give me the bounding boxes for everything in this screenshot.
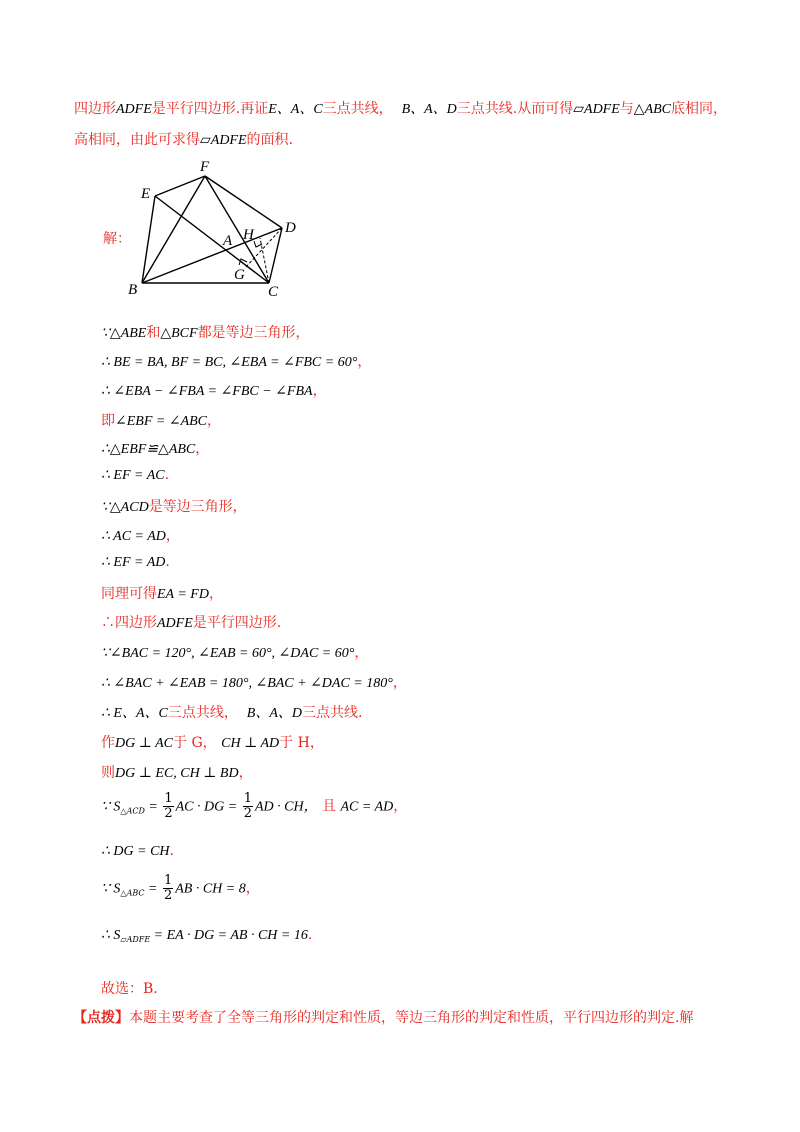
right-angle-G: [239, 259, 247, 265]
point-label-D: D: [285, 220, 296, 236]
step-text: 同理可得: [101, 586, 157, 602]
point-label-C: C: [268, 284, 279, 300]
step-math: ∴ DG = CH: [101, 844, 170, 859]
step-subscript: △ABC: [120, 888, 145, 898]
step-12: [101, 642, 368, 662]
step-5: [101, 438, 209, 458]
step-text: 三点共线.: [301, 705, 363, 721]
intro-math: B、A、D: [401, 102, 457, 117]
step-punct: ，: [207, 413, 222, 429]
step-text: 和: [146, 325, 161, 341]
step-punct: ，: [312, 383, 327, 399]
step-punct: ，: [354, 645, 369, 661]
step-math: AC = AD: [340, 799, 394, 815]
fraction-numerator: 1: [163, 873, 173, 888]
step-18: [101, 843, 174, 860]
intro-text: 三点共线.从而可得: [456, 101, 574, 117]
step-text: 于 G，: [173, 735, 217, 751]
step-6: [101, 467, 169, 484]
step-text: 于 H，: [279, 735, 324, 751]
step-math: AC · DG =: [175, 799, 241, 815]
fraction: [243, 792, 253, 821]
step-punct: .: [165, 554, 170, 570]
answer-line: 故选：B.: [101, 981, 158, 997]
intro-text: 是平行四边形.再证: [151, 101, 269, 117]
step-math: ∵ S: [101, 799, 121, 815]
step-19: [101, 874, 260, 903]
intro-math: ▱ADFE: [200, 133, 247, 148]
step-13: [101, 672, 407, 692]
step-math: AB · CH = 8: [175, 881, 246, 897]
step-punct: ，: [238, 765, 253, 781]
step-punct: .: [164, 467, 170, 483]
step-math: B、A、D: [246, 706, 302, 721]
step-math: DG ⊥ AC: [115, 736, 174, 751]
step-14: [101, 702, 362, 722]
step-text: ∴四边形: [101, 615, 157, 631]
intro-text: 底相同，: [671, 101, 728, 117]
step-math: ∴ AC = AD: [101, 529, 166, 544]
step-punct: ，: [392, 675, 407, 691]
step-7: [101, 496, 247, 516]
step-math: ∴ ∠EBA − ∠FBA = ∠FBC − ∠FBA: [101, 384, 313, 399]
step-punct: ，: [195, 441, 210, 457]
step-math: EA = FD: [157, 587, 209, 602]
fraction-numerator: 1: [243, 791, 252, 806]
step-math: AD · CH，: [254, 799, 318, 815]
step-text: 即: [101, 413, 115, 429]
segment-FD: [205, 176, 282, 228]
step-11: [101, 612, 281, 632]
step-subscript: △ACD: [120, 806, 145, 816]
intro-text: 四边形: [74, 101, 116, 117]
step-math: ∴ EF = AD: [101, 555, 166, 570]
intro-math: ▱ADFE: [573, 102, 620, 117]
point-label-A: A: [223, 233, 233, 249]
segment-DC: [269, 228, 282, 283]
intro-line-1: [74, 98, 727, 118]
step-math: ∵∠BAC = 120°, ∠EAB = 60°, ∠DAC = 60°: [101, 646, 355, 661]
fraction: [163, 792, 173, 821]
step-math: ∴△EBF≌△ABC: [101, 442, 196, 457]
intro-math: E、A、C: [268, 102, 323, 117]
step-17: [101, 792, 407, 821]
step-math: △BCF: [160, 326, 198, 341]
step-10: [101, 583, 223, 603]
step-punct: ，: [393, 798, 408, 815]
segment-BF: [142, 176, 205, 283]
step-1: [101, 322, 310, 342]
tip-text: 本题主要考查了全等三角形的判定和性质，等边三角形的判定和性质，平行四边形的判定.解: [129, 1010, 694, 1026]
intro-text: 与: [619, 101, 634, 117]
point-label-F: F: [200, 159, 210, 175]
step-text: 则: [101, 765, 115, 781]
step-text: 作: [101, 735, 115, 751]
fraction-denominator: 2: [163, 888, 173, 903]
intro-line-2: [74, 129, 293, 149]
step-math: ∴ E、A、C: [101, 706, 168, 721]
step-math: CH ⊥ AD: [221, 736, 280, 751]
fraction-numerator: 1: [164, 791, 173, 806]
point-label-H: H: [243, 227, 254, 243]
step-punct: ，: [165, 528, 180, 544]
step-math: =: [144, 799, 162, 815]
tip-tag: 【点拨】: [73, 1010, 129, 1026]
intro-text: 三点共线，: [322, 101, 393, 117]
step-20: [101, 927, 312, 944]
step-8: [101, 525, 180, 545]
segment-BD: [142, 228, 282, 283]
step-math: ADFE: [157, 616, 193, 631]
intro-math: △ABC: [633, 102, 672, 117]
step-math: = EA · DG = AB · CH = 16: [150, 928, 308, 943]
step-4: [101, 410, 221, 430]
point-label-B: B: [128, 282, 138, 298]
step-math: ∴ BE = BA, BF = BC, ∠EBA = ∠FBC = 60°: [101, 355, 358, 370]
step-punct: ，: [208, 586, 223, 602]
step-16: [101, 762, 253, 782]
segment-EF: [155, 176, 205, 196]
step-punct: ，: [245, 880, 260, 897]
step-math: ∴ ∠BAC + ∠EAB = 180°, ∠BAC + ∠DAC = 180°: [101, 676, 393, 691]
step-math: ∴ EF = AC: [101, 468, 165, 483]
intro-text: 的面积.: [246, 132, 293, 148]
tip-line: [73, 1007, 693, 1027]
step-punct: ，: [357, 354, 372, 370]
step-text: 是平行四边形.: [192, 615, 282, 631]
step-math: DG ⊥ EC, CH ⊥ BD: [115, 766, 239, 781]
step-2: [101, 351, 371, 371]
step-math: =: [144, 881, 161, 897]
fraction: [163, 874, 173, 903]
fraction-denominator: 2: [164, 806, 173, 821]
step-math: ∴ S: [101, 928, 121, 943]
step-text: 是等边三角形，: [148, 499, 247, 515]
step-punct: .: [307, 927, 313, 943]
solve-label: 解：: [103, 231, 131, 247]
step-punct: .: [169, 843, 174, 859]
step-text: 且: [322, 798, 337, 815]
step-9: [101, 554, 170, 571]
step-subscript: ▱ADFE: [120, 935, 151, 944]
step-math: ∵△ABE: [101, 326, 147, 341]
step-math: ∵△ACD: [101, 500, 149, 515]
step-text: 都是等边三角形，: [197, 325, 310, 341]
step-math: ∠EBF = ∠ABC: [115, 414, 208, 429]
fraction-denominator: 2: [243, 806, 252, 821]
step-15: [101, 732, 324, 752]
point-label-E: E: [141, 186, 151, 202]
step-math: ∵ S: [101, 881, 121, 897]
point-label-G: G: [234, 267, 245, 283]
step-3: [101, 380, 327, 400]
intro-math: ADFE: [116, 102, 152, 117]
segment-EB: [142, 196, 155, 283]
intro-text: 高相同，由此可求得: [74, 132, 200, 148]
step-text: 三点共线，: [167, 705, 238, 721]
